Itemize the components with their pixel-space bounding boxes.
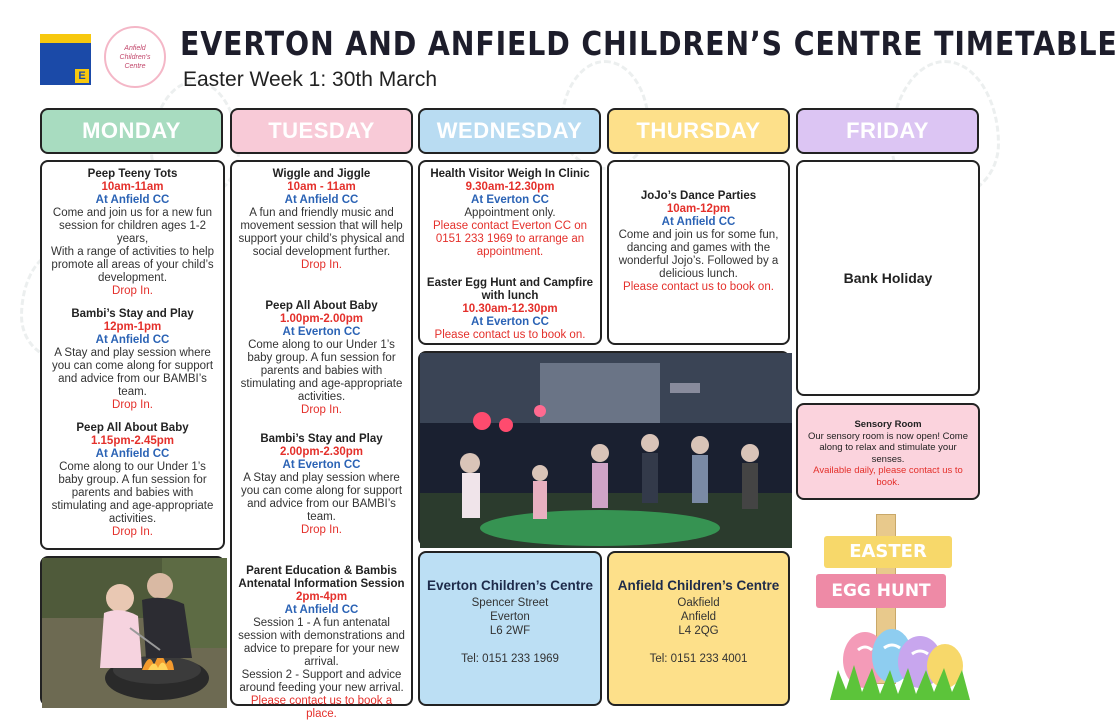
event-title: Peep All About Baby xyxy=(76,422,189,434)
page-title: EVERTON AND ANFIELD CHILDREN’S CENTRE TIMETABLE xyxy=(180,24,1118,63)
event-title: Bambi’s Stay and Play xyxy=(260,433,383,445)
event-location: At Everton CC xyxy=(471,194,549,206)
event-title: Parent Education & Bambis Antenatal Information Session xyxy=(238,565,405,590)
event-description: Session 1 - A fun antenatal session with demonstrations and advice to prepare for your new arrival. xyxy=(238,617,405,668)
event-easter-egg-hunt xyxy=(425,277,595,342)
event-time: 1.15pm-2.45pm xyxy=(90,435,175,447)
centre-street: Oakfield xyxy=(677,597,720,609)
event-description: A fun and friendly music and movement session that will help support your child’s physical and social development further. xyxy=(238,207,405,258)
event-note: Drop In. xyxy=(301,404,342,416)
event-location: At Anfield CC xyxy=(95,194,170,206)
centre-postcode: L4 2QG xyxy=(678,625,719,637)
event-description: Session 2 - Support and advice around feeding your new arrival. xyxy=(239,669,404,694)
event-time: 9.30am-12.30pm xyxy=(465,181,555,193)
centre-area: Anfield xyxy=(680,611,717,623)
campfire-illustration xyxy=(42,558,227,708)
event-description: With a range of activities to help promote all areas of your child’s development. xyxy=(51,246,214,284)
event-description: Come along to our Under 1’s baby group. A fun session for parents and babies with stimulating and age-appropriate activities. xyxy=(51,461,214,525)
easter-eggs-grass xyxy=(820,610,980,700)
sensory-room-description: Our sensory room is now open! Come along to relax and stimulate your senses. xyxy=(808,430,968,465)
day-header-friday: FRIDAY xyxy=(796,108,979,154)
event-location: At Anfield CC xyxy=(284,194,359,206)
event-title: Bambi’s Stay and Play xyxy=(71,308,194,320)
logo-letter: E xyxy=(75,69,89,83)
event-note: Drop In. xyxy=(112,399,153,411)
event-note: Please contact us to book on. xyxy=(623,281,774,293)
everton-centre-card xyxy=(418,551,602,706)
event-jojos-dance-parties xyxy=(614,190,783,294)
event-peep-teeny-tots xyxy=(47,168,218,298)
logo-circle-text: Anfield Children's Centre xyxy=(119,44,151,70)
event-title: Easter Egg Hunt and Campfire with lunch xyxy=(426,277,594,302)
dance-party-photo xyxy=(418,351,790,546)
event-note: Drop In. xyxy=(301,524,342,536)
campfire-photo xyxy=(40,556,225,706)
event-peep-all-about-baby xyxy=(47,422,218,539)
event-location: At Anfield CC xyxy=(661,216,736,228)
event-time: 10am - 11am xyxy=(287,181,356,193)
centre-street: Spencer Street xyxy=(471,597,549,609)
centre-name: Anfield Children’s Centre xyxy=(617,578,780,593)
event-description: Come along to our Under 1’s baby group. A fun session for parents and babies with stimulating and age-appropriate activities. xyxy=(240,339,403,403)
anfield-centre-card xyxy=(607,551,790,706)
friday-schedule-card xyxy=(796,160,980,396)
event-location: At Anfield CC xyxy=(95,448,170,460)
monday-schedule-card xyxy=(40,160,225,550)
event-parent-education-antenatal xyxy=(237,565,406,721)
easter-sign: EASTER xyxy=(824,536,952,568)
centre-telephone[interactable]: Tel: 0151 233 1969 xyxy=(461,653,559,665)
event-wiggle-and-jiggle xyxy=(237,168,406,272)
event-time: 10.30am-12.30pm xyxy=(462,303,558,315)
centre-telephone[interactable]: Tel: 0151 233 4001 xyxy=(649,653,748,665)
event-time: 1.00pm-2.00pm xyxy=(279,313,364,325)
event-peep-all-about-baby xyxy=(237,300,406,417)
event-note: Drop In. xyxy=(112,285,153,297)
egg-hunt-sign: EGG HUNT xyxy=(816,574,946,608)
tuesday-schedule-card xyxy=(230,160,413,720)
day-header-wednesday: WEDNESDAY xyxy=(418,108,601,154)
centre-name: Everton Children’s Centre xyxy=(426,578,594,593)
event-bambis-stay-and-play xyxy=(47,308,218,412)
event-title: Wiggle and Jiggle xyxy=(272,168,371,180)
centre-area: Everton xyxy=(490,611,530,623)
day-header-thursday: THURSDAY xyxy=(607,108,790,154)
page-subtitle: Easter Week 1: 30th March xyxy=(183,68,438,91)
event-health-visitor-clinic xyxy=(425,168,595,259)
event-note: Please contact us to book a place. xyxy=(250,695,393,720)
event-description: A Stay and play session where you can come along for support and advice from our BAMBI’s team. xyxy=(240,472,403,523)
logo-stripe xyxy=(40,34,91,43)
centre-postcode: L6 2WF xyxy=(489,625,531,637)
event-time: 2pm-4pm xyxy=(295,591,348,603)
event-description: A Stay and play session where you can come along for support and advice from our BAMBI’s team. xyxy=(51,347,214,398)
anfield-centre-logo xyxy=(104,26,166,88)
event-time: 10am-11am xyxy=(101,181,164,193)
bank-holiday-label: Bank Holiday xyxy=(843,269,933,286)
event-description: Appointment only. xyxy=(464,207,556,219)
event-description: Come and join us for some fun, dancing and games with the wonderful Jojo’s. Followed by a delicious lunch. xyxy=(618,229,779,280)
everton-logo xyxy=(40,34,91,85)
event-description: Come and join us for a new fun session for children ages 1-2 years, xyxy=(52,207,213,245)
thursday-schedule-card xyxy=(607,160,790,345)
event-note: Please contact Everton CC on 0151 233 1969 to arrange an appointment. xyxy=(432,220,588,258)
event-location: At Anfield CC xyxy=(95,334,170,346)
event-location: At Anfield CC xyxy=(284,604,359,616)
day-header-tuesday: TUESDAY xyxy=(230,108,413,154)
day-header-monday: MONDAY xyxy=(40,108,223,154)
event-location: At Everton CC xyxy=(471,316,549,328)
event-title: Peep Teeny Tots xyxy=(87,168,178,180)
dance-party-illustration xyxy=(420,353,792,548)
event-location: At Everton CC xyxy=(282,326,361,338)
event-time: 2.00pm-2.30pm xyxy=(279,446,364,458)
event-bambis-stay-and-play xyxy=(237,433,406,537)
event-note: Please contact us to book on. xyxy=(434,329,586,341)
event-title: Health Visitor Weigh In Clinic xyxy=(430,168,590,180)
event-note: Drop In. xyxy=(301,259,342,271)
event-title: JoJo’s Dance Parties xyxy=(640,190,757,202)
event-note: Drop In. xyxy=(112,526,153,538)
wednesday-schedule-card xyxy=(418,160,602,345)
sensory-room-note: Available daily, please contact us to book. xyxy=(813,465,963,488)
sensory-room-title: Sensory Room xyxy=(854,419,922,430)
event-time: 10am-12pm xyxy=(666,203,731,215)
event-title: Peep All About Baby xyxy=(265,300,378,312)
event-time: 12pm-1pm xyxy=(103,321,162,333)
event-location: At Everton CC xyxy=(282,459,361,471)
sensory-room-card xyxy=(796,403,980,500)
